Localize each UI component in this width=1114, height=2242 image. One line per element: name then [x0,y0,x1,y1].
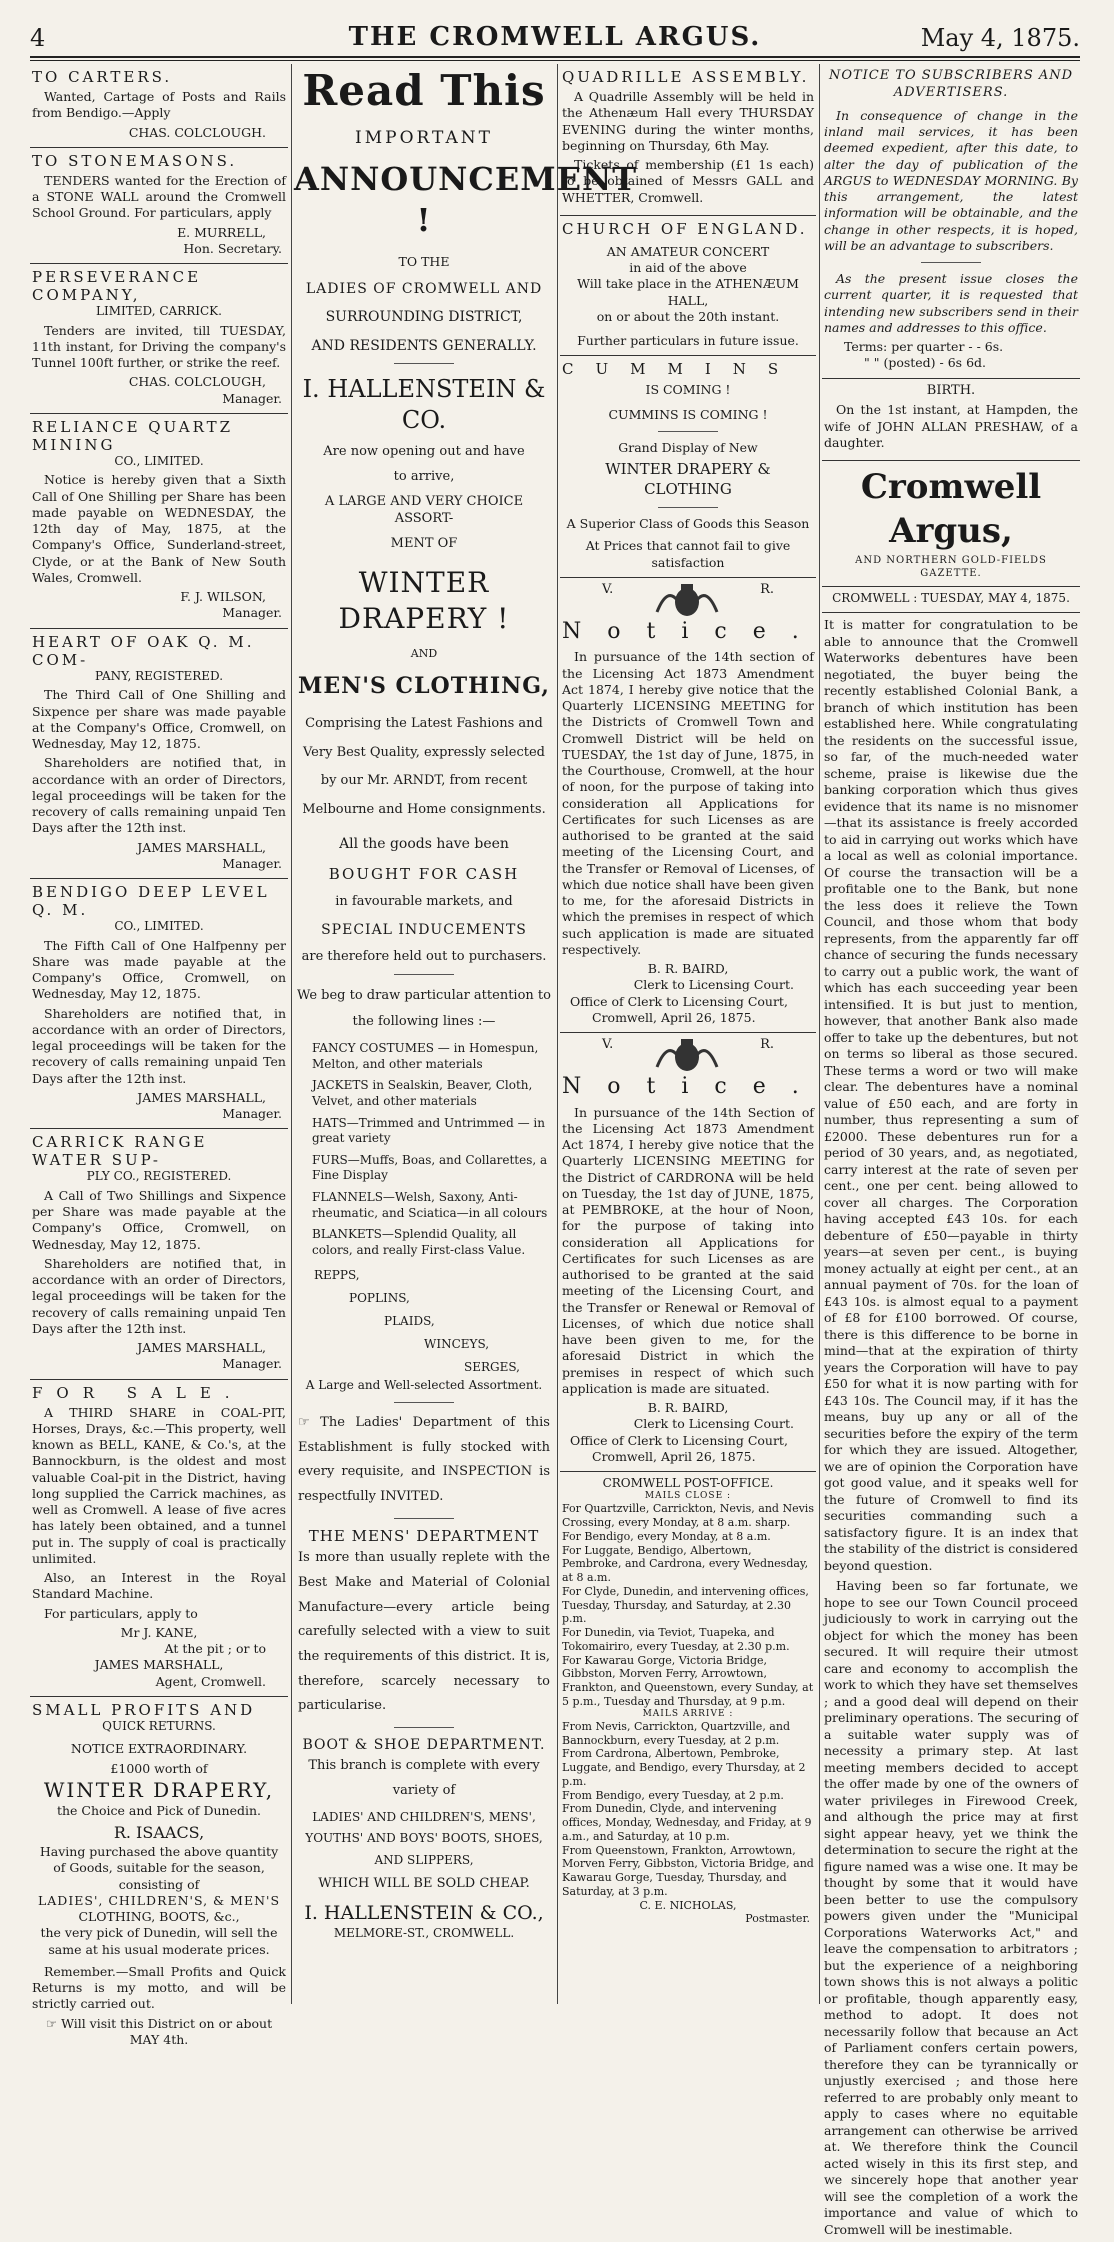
ad-signature: JAMES MARSHALL, [137,839,266,855]
ad-body: Shareholders are notified that, in accordance with an order of Directors, legal proceedings will be taken for the recovery of calls remaining unpaid Ten Days after the 12th inst. [32,1255,286,1336]
ad-heading: CARRICK RANGE WATER SUP- [32,1133,208,1170]
ad-body: A Call of Two Shillings and Sixpence per Share was made payable at the Company's Office, Cromwell, on Wednesday, May 12, 1875. [32,1187,286,1252]
editorial-paragraph: It is matter for congratulation to be able to announce that the Cromwell Waterworks debentures have been negotiated, the buyer being the recently established Colonial Bank, a branch of which institution has been established here. While congratulating the residents on the successful issue, so far, of the much-needed water scheme, praise is likewise due the banking corporation which thus gives evidence that its name is no misnomer—that its assistance is freely accorded to aid in carrying out works which have a local as well as colonial importance. Of course the transaction will be a profitable one to the Bank, but none the less does it relieve the Town Council, and those whom that body represents, from the apparently far off chance of securing the funds necessary to carry out a public work, the want of which has each succeeding year been intensified. It is but just to mention, however, that another Bank also made offer to take up the debentures, but not on terms so liberal as those secured. These terms a word or two will make clear. The debentures have a nominal value of £50 each, and are forty in number, thus representing a sum of £2000. These debentures run for a period of 30 years, and, as negotiated, carry interest at the rate of seven per cent., one per cent. being allowed to cover all charges. The Corporation having accepted £43 10s. for each debenture of £50—payable in thirty years—at seven per cent., is buying money actually at eight per cent., at an annual payment of 70s. for the loan of £43 10s. is almost equal to a payment of £8 for £100 borrowed. Of course, there is this difference to be borne in mind—that at the expiration of thirty years the Corporation will have to pay £50 for what it is now parting with for £43 10s. The Council may, if it has the means, buy up any or all of the securities before the expiry of the term for which they are issued. Altogether, we are of opinion the Corporation have got good value, and it speaks well for the future of Cromwell to find its securities commanding such a satisfactory figure. It is an index that the stability of the district is considered beyond question. [824,617,1078,1573]
ad-line: Further particulars in future issue. [577,333,799,348]
ad-line: All the goods have been [339,835,509,852]
ad-read-this: Read This [302,66,546,115]
ad-heading: TO CARTERS. [32,68,173,86]
list-item: REPPS, [314,1268,360,1283]
fabric-list [294,1264,554,1378]
ad-heart-of-oak [30,629,288,879]
list-item: For Luggate, Bendigo, Albertown, Pembroke, and Cardrona, every Wednesday, at 8 a.m. [562,1543,809,1585]
ad-line: in favourable markets, and [335,894,513,910]
ad-line: LADIES' AND CHILDREN'S, MENS', [312,1809,536,1824]
list-item: FANCY COSTUMES — in Homespun, Melton, and other materials [312,1041,539,1071]
ad-role: Manager. [222,605,282,621]
ad-signature: E. MURRELL, [177,224,266,240]
divider [658,431,718,432]
divider [394,1402,454,1403]
notice-signature: B. R. BAIRD, [647,961,729,977]
issue-date: May 4, 1875. [920,24,1080,52]
ad-body: The Fifth Call of One Halfpenny per Share was made payable at the Company's Office, Cromwell, on Wednesday, May 12, 1875. [32,937,286,1002]
ad-body: A THIRD SHARE in COAL-PIT, Horses, Drays, &c.—This property, well known as BELL, KANE, & Co.'s, at the Bannockburn, is the oldest and most valuable Coal-pit in the District, having long supplied the Carrick machines, as well as Cromwell. A lease of five acres has lately been obtained, and a tunnel put in. The supply of coal is practically unlimited. [32,1404,286,1566]
ad-church-of-england [560,216,816,357]
product-list [312,1041,554,1258]
ad-body: Is more than usually replete with the Best Make and Material of Colonial Manufacture—every article being carefully selected with a view to suit the requirements of this district. It is, therefore, scarcely necessary to particularise. [298,1550,550,1714]
crest-letter: R. [760,1037,774,1053]
ad-announcement: ANNOUNCEMENT ! [294,159,638,240]
ad-quadrille [560,64,816,216]
ad-line: AN AMATEUR CONCERT [606,243,770,259]
ad-line: Grand Display of New [618,439,758,455]
ad-body: Remember.—Small Profits and Quick Returns is my motto, and will be strictly carried out. [32,1963,286,2012]
ad-heading: SMALL PROFITS AND [32,1700,256,1719]
birth-notice [822,379,1080,462]
royal-crest-row [562,1037,814,1073]
list-item: JACKETS in Sealskin, Beaver, Cloth, Velvet, and other materials [312,1078,533,1108]
ad-line: A Large and Well-selected Assortment. [305,1378,543,1393]
list-item: For Clyde, Dunedin, and intervening offices, Tuesday, Thursday, and Saturday, at 2.30 p.m. [562,1584,809,1626]
ad-heading: FOR SALE. [32,1383,244,1402]
ad-heading: PERSEVERANCE COMPANY, [32,268,202,304]
royal-crest-icon [647,582,727,618]
notice-body: In consequence of change in the inland mail services, it has been deemed expedient, after this date, to alter the day of publication of the ARGUS to WEDNESDAY MORNING. By this arrangement, the latest information will be obtainable, and the change in other respects, it is hoped, will be an advantage to subscribers. [824,107,1078,253]
ad-role: Manager. [222,855,282,871]
divider [394,974,454,975]
ad-role: Agent, Cromwell. [155,1673,266,1689]
ad-signature: Mr J. KANE, [120,1624,198,1640]
list-item: BLANKETS—Splendid Quality, all colors, and really First-class Value. [312,1227,526,1257]
terms-line: " " (posted) - 6s 6d. [864,355,987,371]
ad-small-profits [30,1697,288,2054]
ad-body: the very pick of Dunedin, will sell the same at his usual moderate prices. [40,1925,278,1957]
ad-signature: JAMES MARSHALL, [137,1089,266,1105]
ad-body: CLOTHING, BOOTS, &c., [78,1909,240,1925]
list-item: POPLINS, [349,1291,410,1306]
ad-body: This branch is complete with every variety of [308,1758,540,1798]
licensing-notice-cromwell [560,578,825,1033]
ad-bought-for-cash: BOUGHT FOR CASH [328,864,520,883]
notice-role: Clerk to Licensing Court. [633,977,794,993]
ad-heading: QUADRILLE ASSEMBLY. [562,68,810,86]
ad-line: YOUTHS' AND BOYS' BOOTS, SHOES, [305,1831,543,1846]
ad-firm-name: I. HALLENSTEIN & CO. [302,374,546,434]
ad-body: Having purchased the above quantity of Goods, suitable for the season, consisting of [39,1844,279,1892]
ad-body: LADIES', CHILDREN'S, & MEN'S [37,1892,281,1908]
divider [394,363,454,364]
ad-visit-line [32,2016,286,2032]
ad-line: We beg to draw particular attention to the following lines :— [297,988,551,1030]
ad-subheading: QUICK RETURNS. [102,1718,216,1733]
list-item: FLANNELS—Welsh, Saxony, Anti-rheumatic, and Sciatica—in all colours [312,1189,548,1220]
ad-subheading: PANY, REGISTERED. [94,668,224,683]
ad-amount: £1000 worth of [110,1760,208,1776]
ad-bendigo-deep-level [30,879,288,1129]
crest-letter: R. [760,581,774,597]
list-item: From Cardrona, Albertown, Pembroke, Luggate, and Bendigo, every Thursday, at 2 p.m. [562,1747,806,1788]
list-item: From Queenstown, Frankton, Arrowtown, Morven Ferry, Gibbston, Victoria Bridge, and Kawarau Gorge, Tuesday, Thursday, and Saturday, at 3 p.m. [562,1843,814,1898]
notice-signature: B. R. BAIRD, [647,1400,729,1416]
ad-body: Also, an Interest in the Royal Standard Machine. [32,1570,286,1602]
ad-line: LADIES OF CROMWELL AND [305,281,543,298]
notice-date: Cromwell, April 26, 1875. [592,1009,756,1025]
ad-line: in aid of the above [629,260,747,275]
ad-winter-drapery: WINTER DRAPERY ! [338,565,510,635]
ad-cummins [560,356,816,578]
ad-line: AND SLIPPERS, [374,1852,474,1867]
ad-signature: F. J. WILSON, [180,589,266,605]
ad-perseverance [30,264,288,414]
mails-close-heading: MAILS CLOSE : [644,1491,732,1502]
birth-body: On the 1st instant, at Hampden, the wife of JOHN ALLAN PRESHAW, of a daughter. [824,402,1078,450]
divider [658,507,718,508]
column-4 [822,64,1080,2237]
editorial-masthead [822,461,1080,586]
list-item: For Bendigo, every Monday, at 8 a.m. [562,1529,771,1543]
notice-body: In pursuance of the 14th section of the Licensing Act 1873 Amendment Act 1874, I hereby give notice that the Quarterly LICENSING MEETING for the Districts of Cromwell Town and Cromwell District will be held on TUESDAY, the 1st day of June, 1875, in the Courthouse, Cromwell, at the hour of noon, for the purpose of taking into consideration all Applications for Certificates for such Licenses as are authorised to be granted at the said meeting of the Licensing Court, and the Transfer or Removal of Licenses, of which due notice shall have been given to me, for the aforesaid Districts in which the premises in respect of which such application is made are situated respectively. [562,649,814,957]
column-1 [30,64,288,2047]
notice-office: Office of Clerk to Licensing Court, [570,1432,788,1448]
column-divider [819,64,820,2004]
divider [394,1727,454,1728]
notice-heading: NOTICE TO SUBSCRIBERS AND ADVERTISERS. [828,68,1074,100]
list-item: SERGES, [464,1359,520,1374]
post-signature: C. E. NICHOLAS, [639,1898,737,1912]
list-item: From Bendigo, every Tuesday, at 2 p.m. [562,1788,784,1802]
ad-line: CUMMINS IS COMING ! [608,406,768,422]
page-number: 4 [30,24,46,52]
column-divider [557,64,558,2004]
ladies-dept-block [294,1411,554,1510]
ad-line: SURROUNDING DISTRICT, [325,309,523,326]
ad-body: The Third Call of One Shilling and Sixpence per share was made payable at the Company's Office, Cromwell, on Wednesday, May 12, 1875. [32,687,286,752]
column-divider [291,64,292,2004]
list-item: For Quartzville, Carrickton, Nevis, and Nevis Crossing, every Monday, at 8 a.m. sharp. [562,1502,814,1530]
royal-crest-icon [647,1037,727,1073]
ad-line: AND RESIDENTS GENERALLY. [311,337,537,354]
ad-signature: CHAS. COLCLOUGH, [128,374,266,390]
list-item: WINCEYS, [424,1336,490,1351]
licensing-notice-cardrona [560,1033,825,1472]
ad-reliance [30,414,288,629]
editorial-article [822,613,1080,2242]
birth-heading: BIRTH. [926,382,976,398]
ad-merchant-name: R. ISAACS, [113,1823,205,1843]
ad-body: Wanted, Cartage of Posts and Rails from Bendigo.—Apply [32,89,286,121]
ad-for-sale [30,1380,288,1697]
list-item: For Dunedin, via Teviot, Tuapeka, and Tokomairiro, every Tuesday, at 2.30 p.m. [562,1626,790,1653]
ad-line: IS COMING ! [645,382,731,398]
ad-role: Manager. [222,1106,282,1122]
ad-line: AND [410,647,438,661]
notice-body: As the present issue closes the current quarter, it is requested that intending new subscribers send in their names and addresses to this office. [824,271,1078,335]
terms-line: Terms: per quarter - - 6s. [844,339,1004,355]
mails-arrive-heading: MAILS ARRIVE : [642,1708,734,1719]
ad-body: A Quadrille Assembly will be held in the Athenæum Hall every THURSDAY EVENING during the winter months, beginning on Thursday, 6th May. [562,89,814,153]
crest-letter: V. [602,1037,614,1053]
ad-line: are therefore held out to purchasers. [301,949,547,965]
header-rule-thin [30,60,1080,61]
ad-signature: CHAS. COLCLOUGH. [128,124,266,140]
notice-heading: Notice. [562,1074,825,1100]
ad-role: Hon. Secretary. [183,240,282,256]
ad-body: the Choice and Pick of Dunedin. [56,1803,262,1819]
ad-line: on or about the 20th instant. [596,308,780,324]
ad-heading: CUMMINS [562,360,801,379]
notice-office: Office of Clerk to Licensing Court, [570,993,788,1009]
ad-line: TO THE [398,253,450,269]
ad-body: Tickets of membership (£1 1s each) to be obtained of Messrs GALL and WHETTER, Cromwell. [562,157,814,205]
ad-mens-clothing: MEN'S CLOTHING, [298,672,550,699]
editorial-mast-subtitle: AND NORTHERN GOLD-FIELDS GAZETTE. [855,554,1047,579]
ad-heading: TO STONEMASONS. [32,151,238,170]
ad-heading: CHURCH OF ENGLAND. [562,219,808,238]
ad-body: Will visit this District on or about [61,2015,273,2031]
ad-body: Comprising the Latest Fashions and Very Best Quality, expressly selected by our Mr. ARNDT, from recent Melbourne and Home consignments. [302,716,546,817]
ad-line: Will take place in the ATHENÆUM HALL, [577,276,799,308]
ad-carrick-range [30,1129,288,1379]
ad-boot-department: BOOT & SHOE DEPARTMENT. [302,1736,546,1753]
editorial-dateline: CROMWELL : TUESDAY, MAY 4, 1875. [822,587,1080,614]
ad-body: Shareholders are notified that, in accordance with an order of Directors, legal proceedings will be taken for the recovery of calls remaining unpaid Ten Days after the 12th inst. [32,1005,286,1086]
crest-letter: V. [602,581,614,597]
ad-mens-department: THE MENS' DEPARTMENT [308,1526,540,1545]
ad-to-stonemasons [30,148,288,264]
ad-line: to arrive, [393,468,455,484]
editorial-paragraph: Having been so far fortunate, we hope to see our Town Council proceed judiciously to work in carrying out the object for which the money has been secured. It will require their utmost care and economy to accomplish the work to which they have set themselves ; and a good deal will depend on their preliminary operations. The securing of a suitable water supply was of necessity a primary step. At last meeting members decided to accept the offer made by one of the owners of water privileges in Firewood Creek, and although the price may at first sight appear heavy, yet we think the determination to secure the right at the figure named was a wise one. It may be thought by some that it would have been better to use the compulsory powers given under the "Municipal Corporations Waterworks Act," and leave the compensation to arbitrators ; but the experience of a neighboring town shows this is not always a politic or profitable, though apparently easy, method to adopt. It does not necessarily follow that because an Act of Parliament confers certain powers, therefore they can be tyrannically or unjustly exercised ; and those here referred to are probably only meant to apply to cases where no equitable arrangement can otherwise be arrived at. We therefore think the Council acted wisely in this its first step, and we sincerely hope that another year will see the completion of a work the importance and value of which to Cromwell will be inestimable. [824,1578,1078,2237]
notice-date: Cromwell, April 26, 1875. [592,1448,756,1464]
ad-role: Manager. [222,390,282,406]
newspaper-title: THE CROMWELL ARGUS. [348,22,762,52]
ad-role: Manager. [222,1356,282,1372]
ad-subheading: LIMITED, CARRICK. [96,304,222,318]
post-office-heading: CROMWELL POST-OFFICE. [602,1476,774,1491]
notice-body: In pursuance of the 14th Section of the Licensing Act 1873 Amendment Act 1874, I hereby give notice that the Quarterly LICENSING MEETING for the District of CARDRONA will be held on Tuesday, the 1st day of JUNE, 1875, at PEMBROKE, at the hour of Noon, for the purpose of taking into consideration all Applications for Certificates for such Licenses as are authorised to be granted at the said meeting of the Licensing Court, and the Transfer or Renewal or Removal of Licenses, of which due notice shall have been given to me, for the aforesaid District in which the premises in respect of which such application is made are situated. [562,1104,814,1396]
ad-date: MAY 4th. [129,2031,189,2047]
ad-line: At Prices that cannot fail to give satisfaction [585,538,791,570]
ad-subheading: PLY CO., REGISTERED. [86,1169,232,1184]
ad-body: Shareholders are notified that, in accordance with an order of Directors, legal proceedings will be taken for the recovery of calls remaining unpaid Ten Days after the 12th inst. [32,755,286,836]
ad-body: TENDERS wanted for the Erection of a STONE WALL around the Cromwell School Ground. For particulars, apply [32,172,286,221]
ad-important: IMPORTANT [355,127,493,148]
pointing-hand-icon: ☞ [45,2015,62,2031]
list-item: From Dunedin, Clyde, and intervening offices, Monday, Wednesday, and Friday, at 9 a.m., and Saturday, at 10 p.m. [562,1802,812,1843]
list-item: PLAIDS, [384,1313,435,1328]
ad-address: MELMORE-ST., CROMWELL. [333,1925,515,1940]
ad-line: A Superior Class of Goods this Season [566,516,810,531]
ad-line: WINTER DRAPERY & CLOTHING [605,460,771,498]
post-role: Postmaster. [745,1912,810,1926]
ad-heading: HEART OF OAK Q. M. COM- [32,632,255,669]
ad-subheading: CO., LIMITED. [114,453,204,468]
ad-special: SPECIAL INDUCEMENTS [321,922,527,939]
ad-body: Tenders are invited, till TUESDAY, 11th instant, for Driving the company's Tunnel 100ft further, or strike the reef. [32,322,286,371]
ad-to-carters [30,64,288,148]
column-3 [560,64,825,2004]
masthead-header [30,18,1080,58]
royal-crest-row [562,582,814,618]
ad-body: Notice is hereby given that a Sixth Call of One Shilling per Share has been made payable on WEDNESDAY, the 12th day of May, 1875, at the Company's Office, Sunderland-street, Clyde, or at the Bank of New South Wales, Cromwell. [32,472,286,585]
header-rule [30,56,1080,58]
ad-signature: JAMES MARSHALL, [94,1657,224,1673]
ad-heading: RELIANCE QUARTZ MINING [32,417,234,454]
column-2 [294,64,638,2004]
notice-role: Clerk to Licensing Court. [633,1416,794,1432]
post-office-schedule [560,1472,816,1930]
notice-heading: Notice. [562,618,825,644]
ad-firm-name: I. HALLENSTEIN & CO., [304,1902,544,1925]
editorial-mast-title: Cromwell Argus, [860,467,1042,552]
ad-heading: BENDIGO DEEP LEVEL Q. M. [32,883,270,920]
ad-line: A LARGE AND VERY CHOICE ASSORT- [324,493,524,526]
list-item: FURS—Muffs, Boas, and Collarettes, a Fine Display [312,1152,548,1183]
list-item: From Nevis, Carrickton, Quartzville, and Bannockburn, every Tuesday, at 2 p.m. [562,1719,790,1747]
ad-subheading: CO., LIMITED. [114,919,204,934]
ad-signature: At the pit ; or to [164,1641,266,1657]
ad-line: Are now opening out and have [323,444,525,460]
ad-line: MENT OF [390,535,458,551]
ad-line: WHICH WILL BE SOLD CHEAP. [318,1876,530,1892]
ad-body: The Ladies' Department of this Establishment is fully stocked with every requisite, and INSPECTION is respectfully INVITED. [298,1414,550,1504]
list-item: HATS—Trimmed and Untrimmed — in great variety [312,1115,545,1146]
divider [394,1518,454,1519]
pointing-hand-icon: ☞ [298,1414,321,1430]
ad-winter-drapery: WINTER DRAPERY, [43,1778,275,1803]
ad-signature: JAMES MARSHALL, [137,1340,266,1356]
ad-notice: NOTICE EXTRAORDINARY. [70,1740,248,1756]
ad-body: For particulars, apply to [44,1605,198,1621]
divider [921,262,981,263]
list-item: For Kawarau Gorge, Victoria Bridge, Gibbston, Morven Ferry, Arrowtown, Frankton, and Queenstown, every Sunday, at 5 p.m., Tuesday and Thursday, at 9 p.m. [562,1653,814,1708]
notice-to-subscribers [822,64,1080,379]
